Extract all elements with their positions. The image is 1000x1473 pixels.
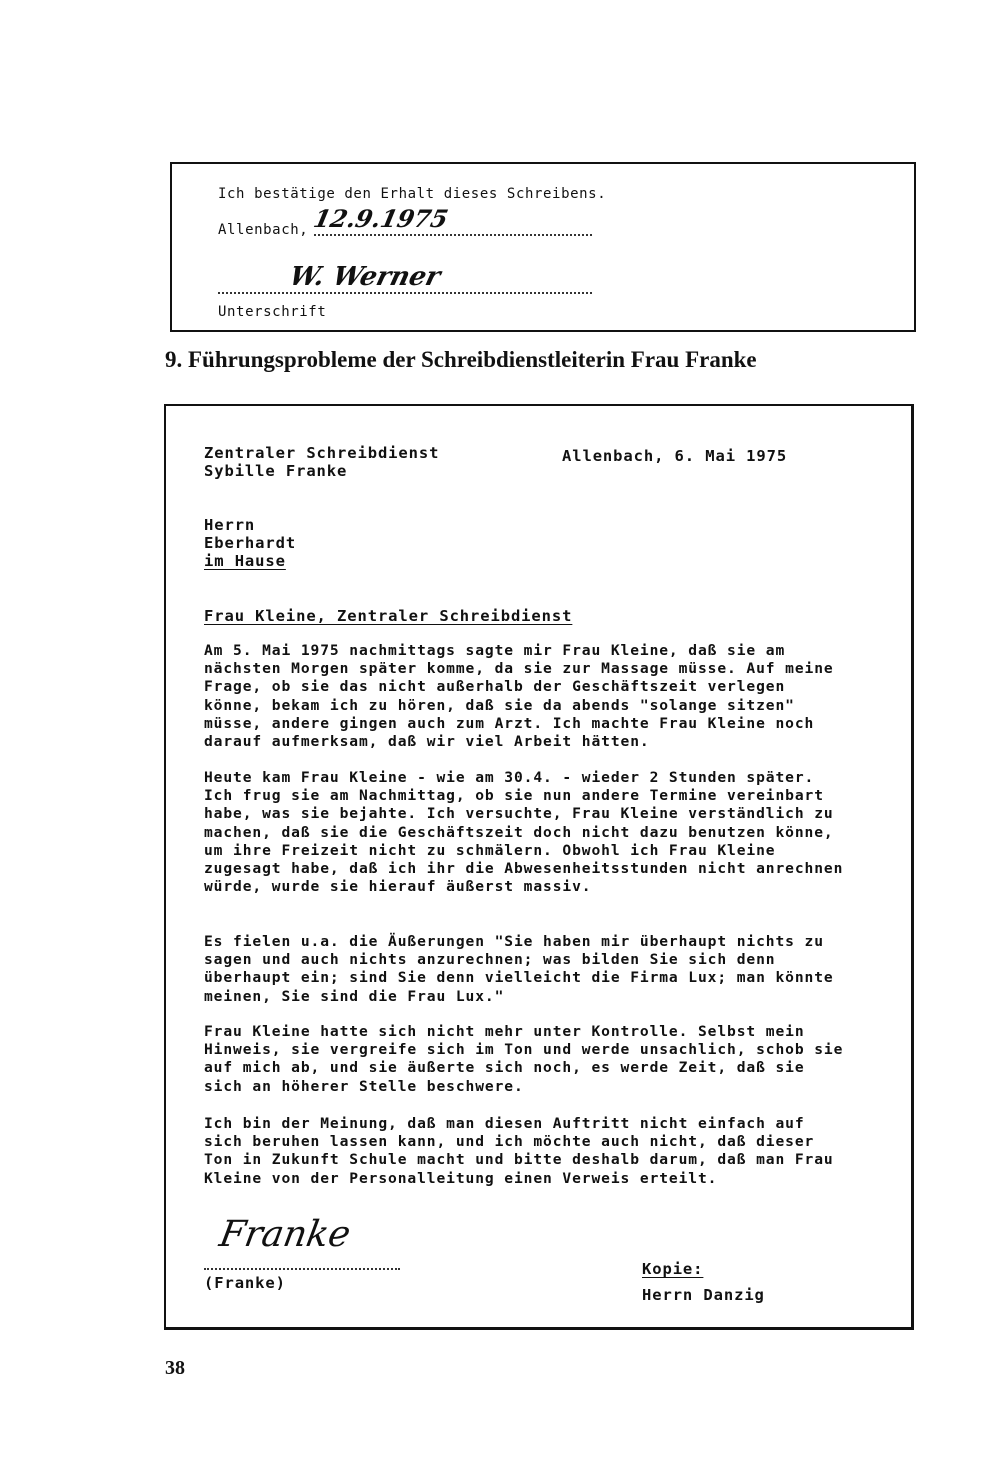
- sender-line2: Sybille Franke: [204, 462, 348, 480]
- place-label: Allenbach,: [218, 222, 309, 238]
- letter-paragraph: Ich bin der Meinung, daß man diesen Auftritt nicht einfach auf sich beruhen lassen kann, und ich möchte auch nicht, daß dieser Ton in Zukunft Schule macht und bitte deshalb darum, daß man Frau Kleine von der Personalleitung einen Verweis erteilt.: [204, 1115, 834, 1187]
- handwritten-date: 12.9.1975: [310, 204, 451, 233]
- signature-dotted-line: [218, 292, 592, 294]
- franke-signature-dotted-line: [204, 1268, 400, 1270]
- recipient-line2: Eberhardt: [204, 534, 297, 552]
- letter-paragraph: Am 5. Mai 1975 nachmittags sagte mir Frau Kleine, daß sie am nächsten Morgen später komme, da sie zur Massage müsse. Auf meine Frage, ob sie das nicht außerhalb der Geschäftszeit verlegen könne, bekam ich zu hören, daß sie da abends "solange sitzen" müsse, andere gingen auch zum Arzt. Ich machte Frau Kleine noch darauf aufmerksam, daß wir viel Arbeit hätten.: [204, 642, 834, 751]
- handwritten-signature: W. Werner: [286, 262, 444, 292]
- letter-paragraph: Heute kam Frau Kleine - wie am 30.4. - wieder 2 Stunden später. Ich frug sie am Nachmittag, ob sie nun andere Termine vereinbart habe, was sie bejahte. Ich versuchte, Frau Kleine verständlich zu machen, daß sie die Geschäftszeit doch nicht dazu benutzen könne, um ihre Freizeit nicht zu schmälern. Obwohl ich Frau Kleine zugesagt habe, daß ich ihr die Abwesenheitsstunden nicht anrechnen würde, wurde sie hierauf äußerst massiv.: [204, 769, 844, 896]
- page-number: 38: [165, 1357, 185, 1379]
- copy-label: Kopie:: [642, 1260, 704, 1278]
- sender-signature-label: (Franke): [204, 1274, 286, 1292]
- recipient-line3: im Hause: [204, 552, 286, 570]
- letter-paragraph: Es fielen u.a. die Äußerungen "Sie haben mir überhaupt nichts zu sagen und auch nichts anzurechnen; was bilden Sie sich denn überhaupt ein; sind Sie denn vielleicht die Firma Lux; man könnte meinen, Sie sind die Frau Lux.": [204, 933, 834, 1005]
- date-dotted-line: [314, 234, 592, 236]
- letter-subject: Frau Kleine, Zentraler Schreibdienst: [204, 607, 573, 625]
- section-heading: 9. Führungsprobleme der Schreibdienstleiterin Frau Franke: [165, 347, 757, 372]
- signature-label: Unterschrift: [218, 304, 327, 320]
- place-and-date: Allenbach, 6. Mai 1975: [562, 447, 788, 465]
- handwritten-signature-franke: Franke: [216, 1214, 354, 1255]
- receipt-confirmation-box: [170, 162, 916, 332]
- copy-recipient: Herrn Danzig: [642, 1286, 765, 1304]
- confirmation-text: Ich bestätige den Erhalt dieses Schreibens.: [218, 186, 607, 202]
- letter-paragraph: Frau Kleine hatte sich nicht mehr unter Kontrolle. Selbst mein Hinweis, sie vergreife sich im Ton und werde unsachlich, schob sie auf mich ab, und sie äußerte sich noch, es werde Zeit, daß sie sich an höherer Stelle beschwere.: [204, 1023, 844, 1095]
- sender-line1: Zentraler Schreibdienst: [204, 444, 440, 462]
- recipient-line1: Herrn: [204, 516, 256, 534]
- letter-box: [164, 404, 914, 1330]
